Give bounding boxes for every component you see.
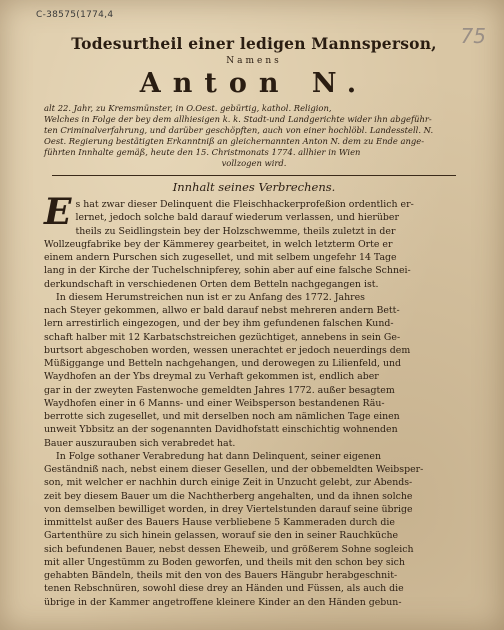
case-summary (44, 103, 464, 169)
body-line: Waydhofen einer in 6 Manns- und einer Weibsperson bestandenen Räu- (44, 397, 385, 409)
divider-rule (52, 175, 456, 176)
body-line: Gartenthüre zu sich hinein gelassen, worauf sie den in seiner Rauchküche (44, 530, 399, 542)
body-line: derkundschaft in verschiedenen Orten dem Betteln nachgegangen ist. (44, 278, 379, 290)
drop-cap: E (44, 191, 72, 233)
summary-line: Welches in Folge der bey dem allhiesigen k. k. Stadt-und Landgerichte wider ihn abgeführ- (44, 114, 432, 124)
summary-line: alt 22. Jahr, zu Kremsmünster, in O.Oest. gebürtig, kathol. Religion, (44, 103, 332, 113)
body-line: immittelst außer des Bauers Hause verbliebene 5 Kammeraden durch die (44, 517, 395, 528)
document-content (44, 34, 464, 609)
body-line: lang in der Kirche der Tuchelschnipferey, sohin aber auf eine falsche Schnei- (44, 265, 411, 277)
body-line: Waydhofen an der Ybs dreymal zu Verhaft gekommen ist, endlich aber (44, 371, 379, 383)
body-line: burtsort abgeschoben worden, wessen unerachtet er jedoch neuerdings dem (44, 344, 411, 356)
body-line: sich befundenen Bauer, nebst dessen Eheweib, und größerem Sohne sogleich (44, 543, 414, 555)
body-line: lern arrestirlich eingezogen, und der bey ihm gefundenen falschen Kund- (44, 318, 394, 330)
body-line: Müßiggange und Betteln nachgehangen, und derowegen zu Lilienfeld, und (44, 358, 402, 369)
body-line: tenen Rebschnüren, sowohl diese drey an Händen und Füssen, als auch die (44, 583, 404, 595)
summary-line: Oest. Regierung bestätigten Erkanntniß an gleichernannten Anton N. dem zu Ende ange- (44, 136, 425, 146)
body-line: einem andern Purschen sich zugesellet, und mit selbem ungefehr 14 Tage (44, 252, 397, 263)
body-line: unweit Ybbsitz an der sogenannten Davidhofstatt einschichtig wohnenden (44, 424, 398, 436)
body-line: mit aller Ungestümm zu Boden geworfen, und theils mit den schon bey sich (44, 556, 405, 568)
document-title: Todesurtheil einer ledigen Mannsperson, (71, 34, 437, 53)
body-line: theils zu Seidlingstein bey der Holzschwemme, theils zuletzt in der (75, 225, 396, 237)
body-line: berrotte sich zugesellet, und mit derselben noch am nämlichen Tage einen (44, 411, 400, 422)
summary-line: führten Innhalte gemäß, heute den 15. Christmonats 1774. allhier in Wien (44, 147, 361, 157)
body-line: lernet, jedoch solche bald darauf wiederum verlassen, und hierüber (75, 212, 399, 224)
body-line: schaft halber mit 12 Karbatschstreichen gezüchtiget, annebens in sein Ge- (44, 331, 401, 343)
body-line: von demselben bewilliget worden, in drey Viertelstunden darauf seine übrige (44, 503, 413, 515)
crime-description (44, 191, 464, 609)
summary-line: vollzogen wird. (221, 158, 287, 168)
archive-stamp: C-38575(1774,4 (36, 10, 114, 20)
body-line: übrige in der Kammer angetroffene kleinere Kinder an den Händen gebun- (44, 596, 402, 608)
body-line: s hat zwar dieser Delinquent die Fleischhackerprofeßion ordentlich er- (75, 199, 414, 210)
body-line: Geständniß nach, nebst einem dieser Gesellen, und der obbemeldten Weibsper- (44, 464, 424, 475)
section-heading: Innhalt seines Verbrechens. (172, 180, 336, 194)
document-subtitle: Namens (226, 56, 282, 66)
body-line: zeit bey diesem Bauer um die Nachtherberg angehalten, und da ihnen solche (44, 490, 413, 502)
body-line: nach Steyer gekommen, allwo er bald darauf nebst mehreren andern Bett- (44, 305, 400, 316)
body-line: Wollzeugfabrike bey der Kämmerey gearbeitet, in welch letzterm Orte er (44, 238, 393, 250)
body-line: son, mit welcher er nachhin durch einige Zeit in Unzucht gelebt, zur Abends- (44, 477, 413, 489)
body-line: In Folge sothaner Verabredung hat dann Delinquent, seiner eigenen (56, 450, 381, 462)
person-name: Anton N. (139, 68, 369, 99)
pencil-annotation: 75 (460, 24, 486, 48)
summary-line: ten Criminalverfahrung, und darüber geschöpften, auch von einer hochlöbl. Landesstell. N. (44, 125, 434, 135)
body-line: gar in der zweyten Fastenwoche gemeldten Jahres 1772. außer besagtem (44, 384, 395, 396)
body-line: Bauer auszurauben sich verabredet hat. (44, 437, 236, 449)
body-line: gehabten Bändeln, theils mit den von des Bauers Hängubr herabgeschnit- (44, 570, 398, 581)
body-line: In diesem Herumstreichen nun ist er zu Anfang des 1772. Jahres (56, 291, 365, 303)
